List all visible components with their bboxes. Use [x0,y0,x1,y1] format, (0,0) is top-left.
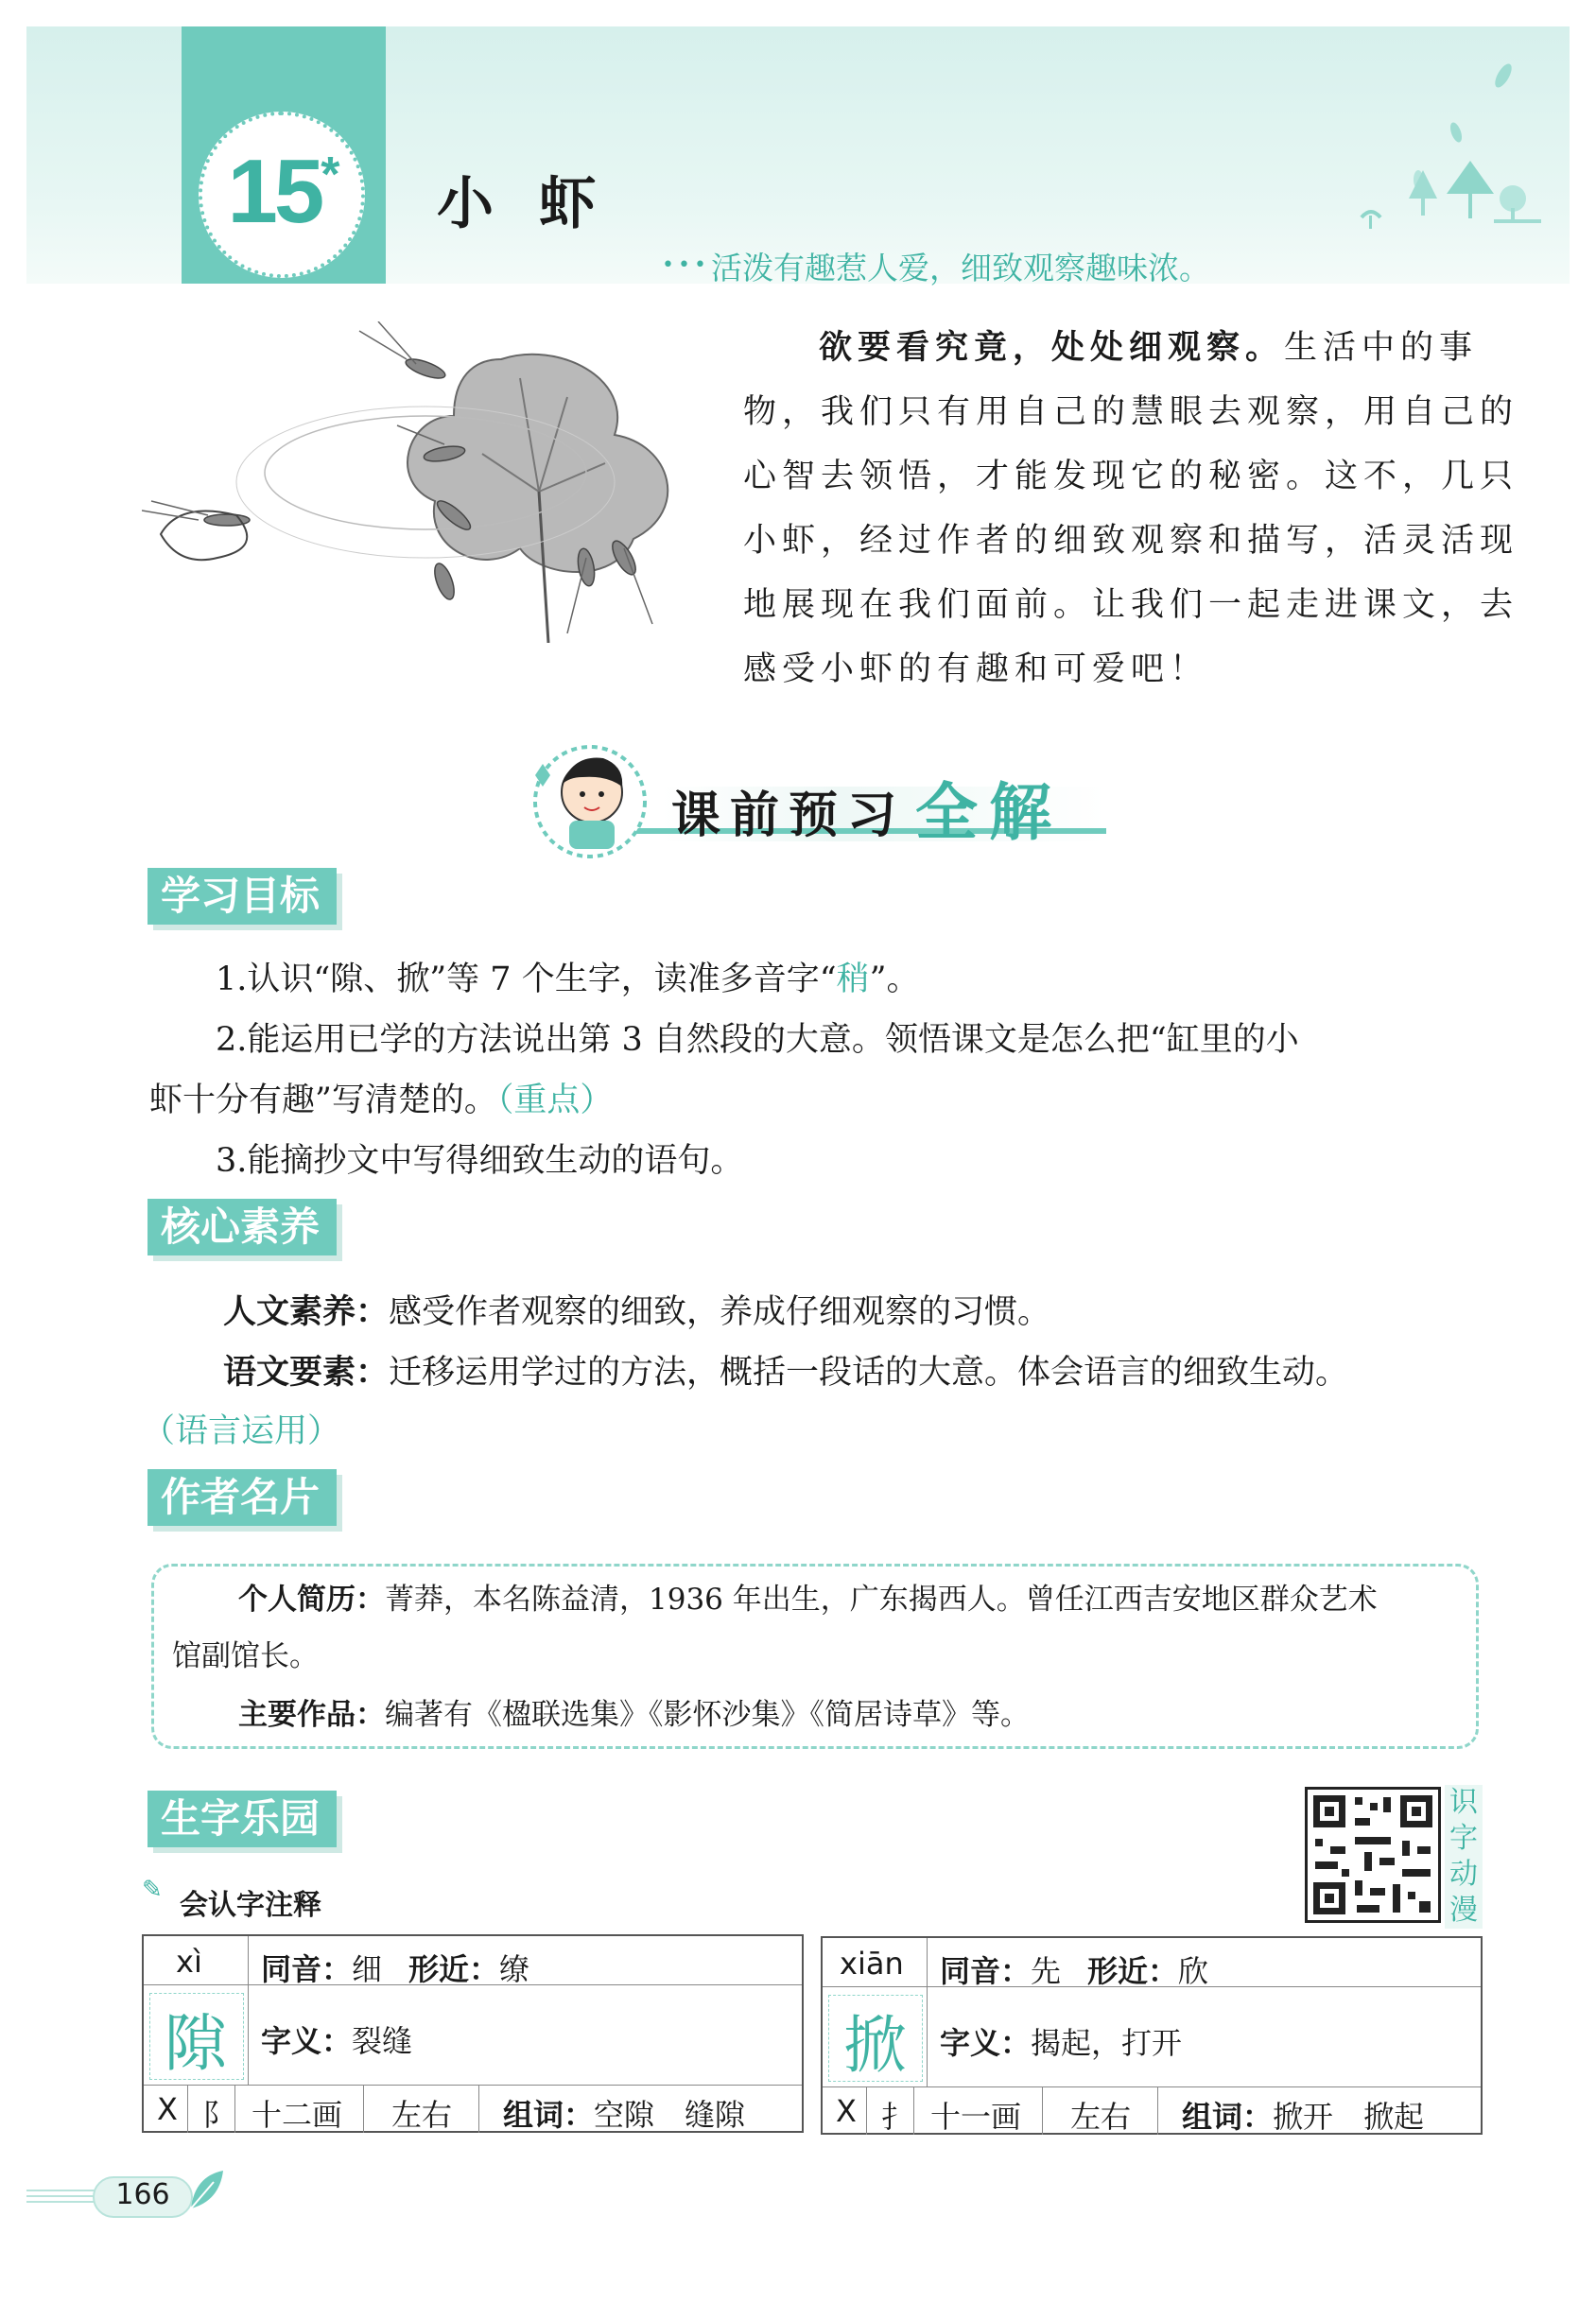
char-similar: 形近：欣 [1087,1953,1209,1989]
goal-item-3: 3.能摘抄文中写得细致生动的语句。 [216,1142,744,1180]
char-words: 组词：掀开 掀起 [1182,2099,1425,2135]
tree-decoration-icon [1305,47,1570,265]
char-pinyin: xiān [840,1946,904,1982]
core-language: 语文要素：迁移运用学过的方法，概括一段话的大意。体会语言的细致生动。 [223,1354,1349,1392]
char-structure: X [836,2093,857,2129]
intro-line-3: 小虾，经过作者的细致观察和描写，活灵活现 [743,522,1519,560]
char-card-1 [142,1934,804,2133]
char-pinyin: xì [176,1944,202,1980]
char-homophone: 同音：先 [940,1953,1062,1989]
intro-line-4: 地展现在我们面前。让我们一起走进课文，去 [743,586,1519,624]
boy-mascot-icon [526,737,649,860]
core-label: 核心素养 [147,1199,337,1255]
shrimp-lotus-illustration [142,321,709,643]
char-radical: 扌 [881,2099,912,2135]
lesson-tagline: 活泼有趣惹人爱，细致观察趣味浓。 [711,250,1210,286]
chars-label: 生字乐园 [147,1791,337,1847]
core-language-tag: （语言运用） [142,1412,341,1450]
char-strokes: 十二画 [252,2097,343,2133]
author-label: 作者名片 [147,1469,337,1526]
char-layout: 左右 [1070,2099,1132,2135]
page-number-stripes [26,2190,102,2207]
char-strokes: 十一画 [930,2099,1022,2135]
core-humanities: 人文素养：感受作者观察的细致，养成仔细观察的习惯。 [223,1293,1051,1331]
section-heading-text: 课前预习 [671,787,907,844]
section-heading-accent: 全解 [915,776,1063,849]
qr-code-icon [1308,1790,1438,1920]
char-layout: 左右 [391,2097,453,2133]
qr-label-char: 漫 [1449,1894,1478,1927]
qr-label-char: 字 [1449,1822,1478,1855]
lesson-number: 15* [227,141,337,242]
lesson-title: 小虾 [437,171,641,237]
goals-label: 学习目标 [147,868,337,925]
leaf-icon [185,2167,227,2214]
char-card-2 [821,1936,1483,2135]
author-works: 主要作品：编著有《楹联选集》《影怀沙集》《简居诗草》等。 [238,1698,1030,1732]
char-homophone: 同音：细 [261,1951,383,1987]
chars-sub-label: 会认字注释 [180,1889,321,1922]
goal-item-1: 1.认识“隙、掀”等 7 个生字，读准多音字“稍”。 [216,961,920,998]
char-meaning: 字义：揭起，打开 [940,2025,1183,2061]
char-glyph: 掀 [843,2009,906,2082]
tagline-dots: ••• [662,253,710,277]
intro-line-5: 感受小虾的有趣和可爱吧！ [743,650,1209,688]
intro-line-2: 心智去领悟，才能发现它的秘密。这不，几只 [743,458,1519,495]
goal-item-2-line1: 2.能运用已学的方法说出第 3 自然段的大意。领悟课文是怎么把“缸里的小 [216,1021,1299,1059]
pencil-icon: ✎ [142,1876,163,1904]
char-structure: X [157,2091,178,2127]
char-meaning: 字义：裂缝 [261,2023,413,2059]
page-number: 166 [115,2178,170,2211]
qr-code[interactable] [1305,1787,1441,1923]
char-similar: 形近：缭 [408,1951,530,1987]
char-words: 组词：空隙 缝隙 [503,2097,746,2133]
intro-line-1: 物，我们只有用自己的慧眼去观察，用自己的 [743,393,1519,431]
author-bio-line2: 馆副馆长。 [172,1639,319,1673]
char-glyph: 隙 [165,2007,227,2080]
goal-item-2-line2: 虾十分有趣”写清楚的。（重点） [149,1082,614,1119]
qr-label-char: 动 [1449,1858,1478,1891]
qr-label [1445,1785,1483,1929]
char-radical: 阝 [202,2097,234,2133]
intro-line-0: 欲要看究竟，处处细观察。生活中的事 [819,328,1479,367]
qr-label-char: 识 [1449,1786,1478,1819]
author-bio-line1: 个人简历：菁莽，本名陈益清，1936 年出生，广东揭西人。曾任江西吉安地区群众艺术 [238,1583,1378,1617]
